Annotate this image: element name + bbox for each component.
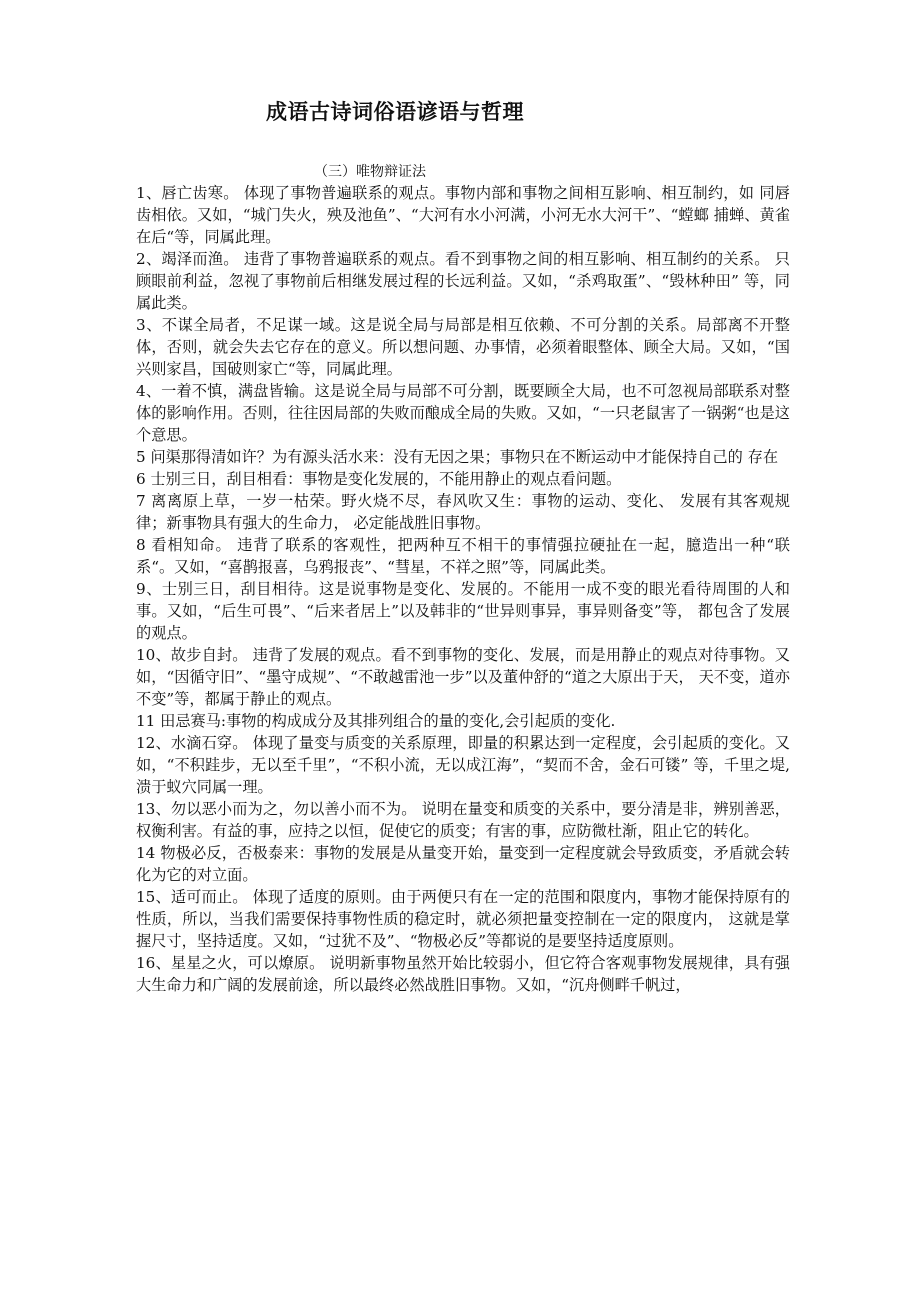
paragraph-item: 6 士别三日，刮目相看：事物是变化发展的，不能用静止的观点看问题。	[136, 470, 622, 488]
paragraph-item: 12、水滴石穿。 体现了量变与质变的关系原理，即量的积累达到一定程度，会引起质的变化。又如，“不积跬步，无以至千里”，“不积小流，无以成江海”，“契而不舍，金石可镂” 等，千里之堤,溃于蚁穴同属一理。	[136, 734, 790, 796]
paragraph-item: 13、勿以恶小而为之，勿以善小而不为。 说明在量变和质变的关系中，要分清是非，辨别善恶，权衡利害。有益的事，应持之以恒，促使它的质变；有害的事，应防微杜渐，阻止它的转化。	[136, 800, 790, 840]
paragraph-item: 3、不谋全局者，不足谋一域。这是说全局与局部是相互依赖、不可分割的关系。局部离不开整体，否则，就会失去它存在的意义。所以想问题、办事情，必须着眼整体、顾全大局。又如，“国兴则家昌，国破则家亡“等，同属此理。	[136, 316, 790, 378]
paragraph-item: 2、竭泽而渔。 违背了事物普遍联系的观点。看不到事物之间的相互影响、相互制约的关系。 只顾眼前利益，忽视了事物前后相继发展过程的长远利益。又如，“杀鸡取蛋”、“毁林种田” 等，同属此类。	[136, 250, 790, 312]
paragraph-item: 5 问渠那得清如许？为有源头活水来：没有无因之果；事物只在不断运动中才能保持自己的 存在	[136, 448, 779, 466]
paragraph-item: 4、一着不慎，满盘皆输。这是说全局与局部不可分割，既要顾全大局，也不可忽视局部联系对整体的影响作用。否则，往往因局部的失败而酿成全局的失败。又如，“一只老鼠害了一锅粥“也是这个意思。	[136, 382, 790, 444]
paragraph-item: 8 看相知命。 违背了联系的客观性，把两种互不相干的事情强拉硬扯在一起，臆造出一种“联系“。又如，“喜鹊报喜，乌鸦报丧”、“彗星，不祥之照”等，同属此类。	[136, 536, 790, 576]
paragraph-item: 11 田忌赛马:事物的构成成分及其排列组合的量的变化,会引起质的变化.	[136, 712, 616, 730]
document-body	[136, 182, 790, 996]
paragraph-item: 7 离离原上草，一岁一枯荣。野火烧不尽，春风吹又生：事物的运动、变化、 发展有其客观规律；新事物具有强大的生命力， 必定能战胜旧事物。	[136, 492, 790, 532]
document-title: 成语古诗词俗语谚语与哲理	[266, 100, 524, 124]
section-subtitle: （三）唯物辩证法	[314, 164, 426, 180]
paragraph-item: 1、唇亡齿寒。 体现了事物普遍联系的观点。事物内部和事物之间相互影响、相互制约，如 同唇齿相依。又如，“城门失火，殃及池鱼”、“大河有水小河满，小河无水大河干”、“螳螂 捕蝉、黄雀在后“等，同属此理。	[136, 184, 790, 246]
paragraph-item: 9、士别三日，刮目相待。这是说事物是变化、发展的。不能用一成不变的眼光看待周围的人和事。又如，“后生可畏”、“后来者居上”以及韩非的“世异则事异，事异则备变”等， 都包含了发展的观点。	[136, 580, 790, 642]
paragraph-item: 15、适可而止。 体现了适度的原则。由于两便只有在一定的范围和限度内，事物才能保持原有的性质，所以，当我们需要保持事物性质的稳定时，就必须把量变控制在一定的限度内， 这就是掌握尺寸，坚持适度。又如，“过犹不及”、“物极必反”等都说的是要坚持适度原则。	[136, 888, 790, 950]
paragraph-item: 14 物极必反，否极泰来：事物的发展是从量变开始，量变到一定程度就会导致质变，矛盾就会转化为它的对立面。	[136, 844, 790, 884]
paragraph-item: 16、星星之火，可以燎原。 说明新事物虽然开始比较弱小，但它符合客观事物发展规律，具有强大生命力和广阔的发展前途，所以最终必然战胜旧事物。又如，“沉舟侧畔千帆过，	[136, 954, 790, 994]
paragraph-item: 10、故步自封。 违背了发展的观点。看不到事物的变化、发展，而是用静止的观点对待事物。又如，“因循守旧”、“墨守成规”、“不敢越雷池一步”以及董仲舒的“道之大原出于天， 天不变，道亦不变”等，都属于静止的观点。	[136, 646, 790, 708]
